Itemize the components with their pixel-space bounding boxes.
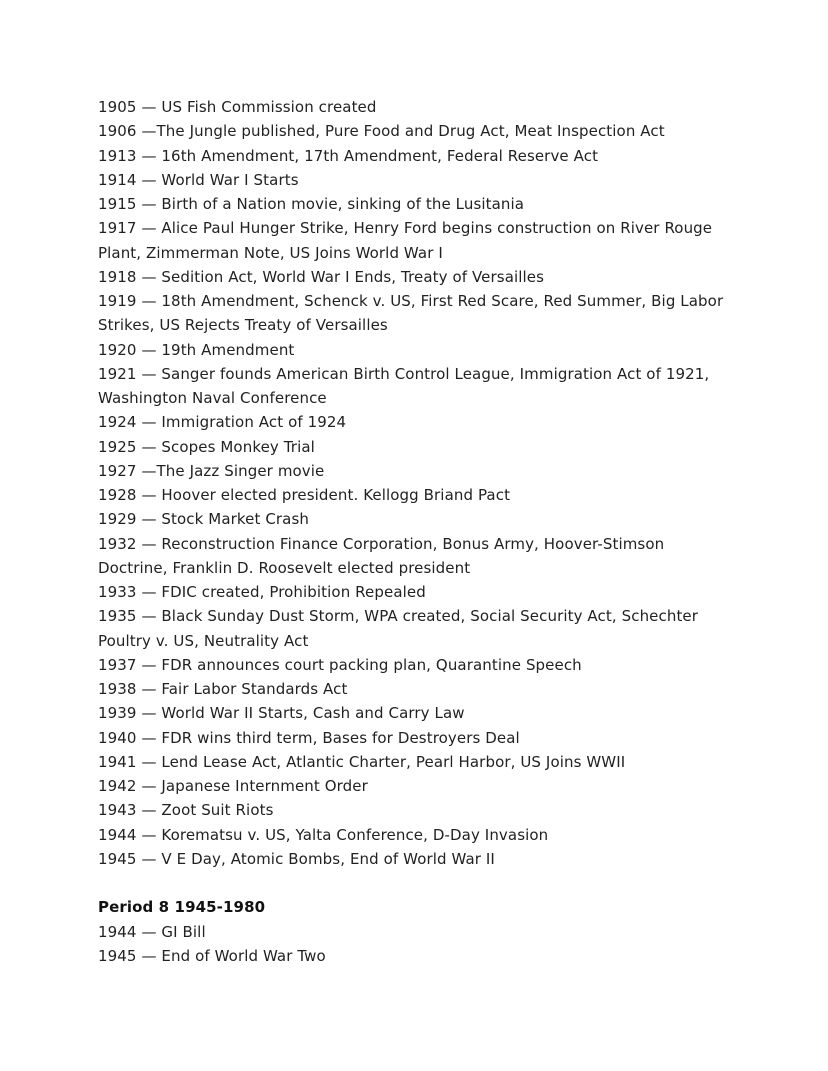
timeline-entry: 1905 — US Fish Commission created xyxy=(98,98,377,116)
timeline-entry: 1939 — World War II Starts, Cash and Carry Law xyxy=(98,704,465,723)
timeline-entry: 1913 — 16th Amendment, 17th Amendment, Federal Reserve Act xyxy=(98,146,599,165)
timeline-entry: 1932 — Reconstruction Finance Corporation, Bonus Army, Hoover-Stimson Doctrine, Franklin D. Roosevelt elected president xyxy=(98,534,665,577)
timeline-entry: 1921 — Sanger founds American Birth Control League, Immigration Act of 1921, Washington Naval Conference xyxy=(98,364,710,407)
timeline-entry: 1929 — Stock Market Crash xyxy=(98,510,309,529)
timeline-entry: 1937 — FDR announces court packing plan, Quarantine Speech xyxy=(98,655,582,674)
timeline-entry: 1945 — V E Day, Atomic Bombs, End of World War II xyxy=(98,849,495,868)
timeline-entry: 1924 — Immigration Act of 1924 xyxy=(98,413,347,432)
timeline-entry: 1928 — Hoover elected president. Kellogg Briand Pact xyxy=(98,486,511,504)
timeline-entry: 1944 — GI Bill xyxy=(98,922,206,941)
timeline-entry: 1925 — Scopes Monkey Trial xyxy=(98,437,315,456)
timeline-entry: 1918 — Sedition Act, World War I Ends, Treaty of Versailles xyxy=(98,267,545,286)
timeline-entry: 1914 — World War I Starts xyxy=(98,170,299,189)
timeline-entry: 1935 — Black Sunday Dust Storm, WPA created, Social Security Act, Schechter Poultry v. US, Neutrality Act xyxy=(98,607,699,650)
timeline-entry: 1920 — 19th Amendment xyxy=(98,340,295,359)
timeline-entry: 1917 — Alice Paul Hunger Strike, Henry Ford begins construction on River Rouge Plant, Zimmerman Note, US Joins World War I xyxy=(98,219,713,262)
timeline-entry: 1915 — Birth of a Nation movie, sinking of the Lusitania xyxy=(98,195,525,213)
timeline-entry: 1945 — End of World War Two xyxy=(98,946,326,965)
timeline-entry: 1943 — Zoot Suit Riots xyxy=(98,801,274,820)
timeline-entry: 1941 — Lend Lease Act, Atlantic Charter, Pearl Harbor, US Joins WWII xyxy=(98,752,626,771)
timeline-entry: 1927 —The Jazz Singer movie xyxy=(98,461,325,480)
section-spacer xyxy=(98,871,738,895)
timeline-entry: 1940 — FDR wins third term, Bases for Destroyers Deal xyxy=(98,728,520,747)
timeline-entry: 1944 — Korematsu v. US, Yalta Conference, D-Day Invasion xyxy=(98,825,549,844)
section-heading: Period 8 1945-1980 xyxy=(98,898,266,917)
timeline-entry: 1919 — 18th Amendment, Schenck v. US, First Red Scare, Red Summer, Big Labor Strikes, US Rejects Treaty of Versailles xyxy=(98,292,724,335)
timeline-entry: 1942 — Japanese Internment Order xyxy=(98,777,368,795)
timeline-text xyxy=(98,95,738,968)
timeline-entry: 1906 —The Jungle published, Pure Food and Drug Act, Meat Inspection Act xyxy=(98,122,665,141)
timeline-entry: 1933 — FDIC created, Prohibition Repealed xyxy=(98,583,426,601)
timeline-entry: 1938 — Fair Labor Standards Act xyxy=(98,680,348,698)
